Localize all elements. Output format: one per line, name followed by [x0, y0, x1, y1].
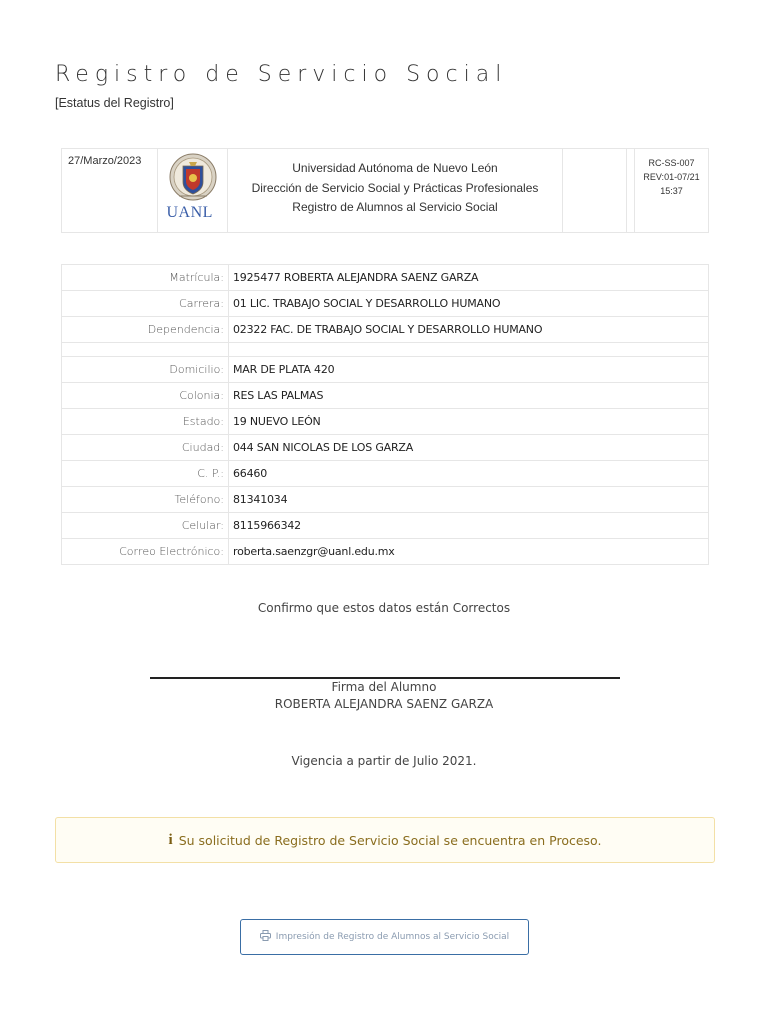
document-date: 27/Marzo/2023 — [62, 149, 158, 233]
print-button-label: Impresión de Registro de Alumnos al Servicio Social — [275, 932, 510, 942]
header-blank-cell — [627, 149, 635, 233]
confirmation-text: Confirmo que estos datos están Correctos — [257, 601, 511, 615]
table-row — [62, 265, 709, 291]
signature-label: Firma del Alumno — [331, 680, 437, 694]
table-spacer-row — [62, 343, 709, 357]
table-row — [62, 461, 709, 487]
table-row — [62, 409, 709, 435]
institution-name: Universidad Autónoma de Nuevo León — [292, 161, 498, 175]
table-row — [62, 291, 709, 317]
page-subtitle: [Estatus del Registro] — [55, 96, 174, 110]
university-logo — [158, 149, 228, 233]
header-blank-cell — [563, 149, 627, 233]
ciudad-value: 044 SAN NICOLAS DE LOS GARZA — [229, 435, 709, 461]
estado-label: Estado: — [62, 409, 229, 435]
colonia-value: RES LAS PALMAS — [229, 383, 709, 409]
spacer-cell — [229, 343, 709, 357]
institution-header — [228, 149, 563, 233]
document-code: RC-SS-007 — [648, 158, 695, 168]
table-row — [62, 513, 709, 539]
department-name: Dirección de Servicio Social y Prácticas Profesionales — [251, 180, 539, 195]
info-icon: i — [168, 831, 173, 848]
page-title: Registro de Servicio Social — [55, 62, 508, 87]
cp-label: C. P.: — [62, 461, 229, 487]
signature-name: ROBERTA ALEJANDRA SAENZ GARZA — [274, 697, 494, 711]
cp-value: 66460 — [229, 461, 709, 487]
student-data-table — [61, 264, 709, 565]
status-alert — [55, 817, 715, 863]
ciudad-label: Ciudad: — [62, 435, 229, 461]
colonia-label: Colonia: — [62, 383, 229, 409]
document-code-cell — [635, 149, 709, 233]
document-header — [61, 148, 709, 233]
table-row — [62, 539, 709, 565]
uanl-seal-icon — [165, 152, 221, 204]
estado-value: 19 NUEVO LEÓN — [229, 409, 709, 435]
domicilio-value: MAR DE PLATA 420 — [229, 357, 709, 383]
matricula-value: 1925477 ROBERTA ALEJANDRA SAENZ GARZA — [229, 265, 709, 291]
table-row — [62, 435, 709, 461]
status-alert-message: Su solicitud de Registro de Servicio Social se encuentra en Proceso. — [178, 832, 602, 848]
carrera-label: Carrera: — [62, 291, 229, 317]
validity-text: Vigencia a partir de Julio 2021. — [291, 754, 477, 768]
celular-value: 8115966342 — [229, 513, 709, 539]
correo-value: roberta.saenzgr@uanl.edu.mx — [229, 539, 709, 565]
print-registration-button[interactable] — [240, 919, 529, 955]
table-row — [62, 383, 709, 409]
telefono-label: Teléfono: — [62, 487, 229, 513]
document-time: 15:37 — [660, 186, 683, 196]
table-row — [62, 357, 709, 383]
telefono-value: 81341034 — [229, 487, 709, 513]
matricula-label: Matrícula: — [62, 265, 229, 291]
signature-line — [150, 677, 620, 679]
dependencia-value: 02322 FAC. DE TRABAJO SOCIAL Y DESARROLLO HUMANO — [229, 317, 709, 343]
table-row — [62, 317, 709, 343]
document-revision: REV:01-07/21 — [643, 172, 700, 182]
celular-label: Celular: — [62, 513, 229, 539]
carrera-value: 01 LIC. TRABAJO SOCIAL Y DESARROLLO HUMANO — [229, 291, 709, 317]
correo-label: Correo Electrónico: — [62, 539, 229, 565]
document-name: Registro de Alumnos al Servicio Social — [292, 200, 498, 214]
dependencia-label: Dependencia: — [62, 317, 229, 343]
logo-text: UANL — [166, 204, 213, 221]
printer-icon — [260, 930, 271, 944]
domicilio-label: Domicilio: — [62, 357, 229, 383]
spacer-cell — [62, 343, 229, 357]
table-row — [62, 487, 709, 513]
